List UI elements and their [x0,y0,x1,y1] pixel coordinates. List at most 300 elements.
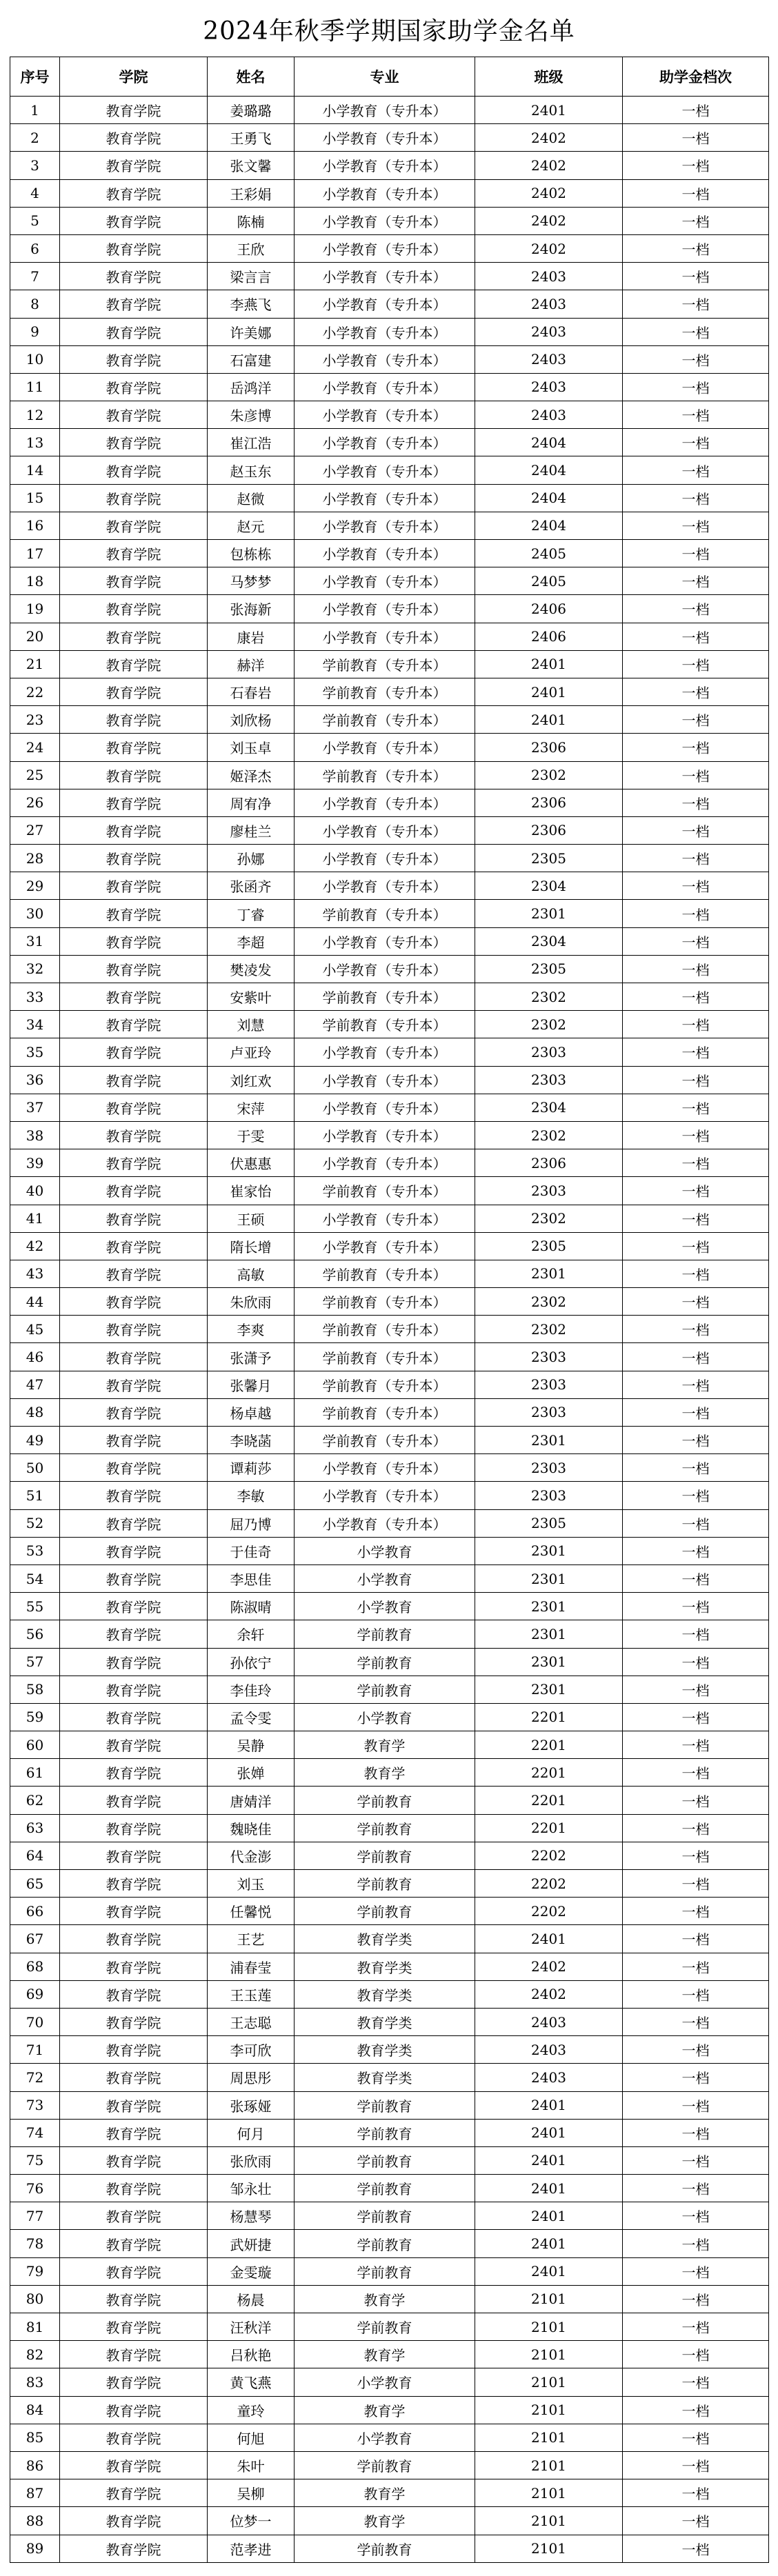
cell-name: 安紫叶 [208,983,295,1011]
table-row [10,1094,769,1121]
cell-serial: 18 [10,567,60,595]
cell-grant-level: 一档 [623,650,769,678]
cell-major: 教育学 [295,1759,475,1787]
cell-major: 小学教育（专升本） [295,734,475,761]
table-row [10,2064,769,2091]
cell-class: 2304 [475,927,623,955]
cell-class: 2401 [475,2175,623,2202]
cell-major: 学前教育 [295,1787,475,1814]
cell-major: 小学教育（专升本） [295,1232,475,1260]
table-row [10,1759,769,1787]
cell-major: 学前教育（专升本） [295,1260,475,1287]
cell-name: 樊凌发 [208,955,295,983]
cell-class: 2402 [475,124,623,152]
cell-college: 教育学院 [60,1620,208,1648]
cell-college: 教育学院 [60,595,208,623]
table-row [10,1980,769,2008]
cell-name: 陈楠 [208,207,295,234]
cell-major: 教育学类 [295,1925,475,1953]
cell-grant-level: 一档 [623,1759,769,1787]
table-row [10,2036,769,2064]
cell-class: 2101 [475,2507,623,2535]
cell-name: 李思佳 [208,1564,295,1592]
cell-college: 教育学院 [60,512,208,539]
cell-grant-level: 一档 [623,2313,769,2341]
cell-serial: 68 [10,1953,60,1980]
cell-serial: 5 [10,207,60,234]
cell-major: 教育学 [295,2479,475,2507]
cell-major: 教育学 [295,2507,475,2535]
cell-major: 学前教育（专升本） [295,1343,475,1371]
cell-name: 宋萍 [208,1094,295,1121]
cell-class: 2301 [475,1427,623,1454]
cell-grant-level: 一档 [623,540,769,567]
cell-serial: 32 [10,955,60,983]
cell-major: 小学教育（专升本） [295,263,475,290]
cell-class: 2305 [475,1232,623,1260]
table-row [10,179,769,207]
table-row [10,263,769,290]
cell-serial: 15 [10,484,60,512]
cell-major: 小学教育（专升本） [295,567,475,595]
cell-serial: 26 [10,789,60,816]
cell-class: 2101 [475,2313,623,2341]
cell-serial: 54 [10,1564,60,1592]
cell-name: 赵玉东 [208,456,295,484]
cell-grant-level: 一档 [623,1094,769,1121]
cell-name: 何月 [208,2119,295,2146]
cell-class: 2401 [475,650,623,678]
cell-grant-level: 一档 [623,845,769,872]
cell-class: 2201 [475,1703,623,1731]
cell-name: 刘玉 [208,1870,295,1898]
cell-name: 吴静 [208,1731,295,1759]
table-row [10,456,769,484]
cell-major: 小学教育（专升本） [295,872,475,900]
cell-serial: 12 [10,401,60,429]
table-row [10,401,769,429]
cell-college: 教育学院 [60,2479,208,2507]
cell-name: 李超 [208,927,295,955]
cell-class: 2303 [475,1482,623,1509]
cell-grant-level: 一档 [623,318,769,345]
cell-major: 学前教育 [295,2257,475,2285]
cell-major: 学前教育（专升本） [295,706,475,734]
header-college: 学院 [60,57,208,97]
cell-name: 孙娜 [208,845,295,872]
cell-serial: 41 [10,1205,60,1232]
cell-major: 学前教育 [295,2146,475,2174]
cell-college: 教育学院 [60,124,208,152]
cell-class: 2405 [475,567,623,595]
cell-serial: 76 [10,2175,60,2202]
cell-class: 2403 [475,290,623,318]
cell-major: 小学教育（专升本） [295,124,475,152]
cell-name: 李佳玲 [208,1676,295,1703]
cell-serial: 53 [10,1537,60,1564]
cell-grant-level: 一档 [623,623,769,650]
cell-grant-level: 一档 [623,1925,769,1953]
cell-college: 教育学院 [60,2202,208,2230]
cell-name: 石春岩 [208,678,295,705]
cell-major: 学前教育 [295,2313,475,2341]
cell-class: 2304 [475,1094,623,1121]
cell-name: 丁睿 [208,900,295,927]
table-row [10,872,769,900]
cell-college: 教育学院 [60,1814,208,1842]
cell-class: 2101 [475,2479,623,2507]
cell-serial: 55 [10,1593,60,1620]
cell-name: 孟令雯 [208,1703,295,1731]
cell-major: 小学教育（专升本） [295,512,475,539]
cell-class: 2301 [475,1537,623,1564]
cell-college: 教育学院 [60,1066,208,1094]
cell-grant-level: 一档 [623,2119,769,2146]
cell-major: 学前教育（专升本） [295,1398,475,1426]
cell-name: 张潇予 [208,1343,295,1371]
cell-serial: 75 [10,2146,60,2174]
table-row [10,2368,769,2396]
cell-name: 朱欣雨 [208,1288,295,1316]
cell-grant-level: 一档 [623,1787,769,1814]
cell-college: 教育学院 [60,1232,208,1260]
cell-major: 小学教育（专升本） [295,207,475,234]
cell-grant-level: 一档 [623,2451,769,2479]
cell-serial: 48 [10,1398,60,1426]
cell-class: 2302 [475,1121,623,1149]
table-row [10,2424,769,2451]
cell-grant-level: 一档 [623,1343,769,1371]
cell-name: 赵元 [208,512,295,539]
cell-serial: 13 [10,429,60,456]
cell-name: 张函齐 [208,872,295,900]
cell-class: 2306 [475,734,623,761]
cell-grant-level: 一档 [623,1316,769,1343]
cell-major: 小学教育（专升本） [295,152,475,179]
cell-class: 2306 [475,816,623,844]
cell-serial: 33 [10,983,60,1011]
cell-major: 教育学类 [295,1953,475,1980]
cell-major: 教育学类 [295,1980,475,2008]
cell-major: 小学教育（专升本） [295,595,475,623]
cell-serial: 73 [10,2091,60,2119]
cell-class: 2403 [475,345,623,373]
cell-college: 教育学院 [60,1509,208,1537]
cell-class: 2201 [475,1759,623,1787]
header-serial: 序号 [10,57,60,97]
cell-serial: 8 [10,290,60,318]
cell-grant-level: 一档 [623,595,769,623]
table-row [10,1509,769,1537]
cell-grant-level: 一档 [623,1814,769,1842]
cell-grant-level: 一档 [623,1205,769,1232]
cell-grant-level: 一档 [623,484,769,512]
cell-major: 学前教育 [295,1842,475,1869]
cell-grant-level: 一档 [623,1288,769,1316]
cell-grant-level: 一档 [623,345,769,373]
table-row [10,845,769,872]
cell-name: 李爽 [208,1316,295,1343]
cell-major: 小学教育（专升本） [295,927,475,955]
cell-grant-level: 一档 [623,1482,769,1509]
cell-name: 浦春莹 [208,1953,295,1980]
cell-major: 小学教育（专升本） [295,97,475,124]
table-row [10,706,769,734]
table-row [10,734,769,761]
cell-college: 教育学院 [60,2535,208,2562]
cell-class: 2303 [475,1066,623,1094]
cell-serial: 77 [10,2202,60,2230]
table-row [10,623,769,650]
cell-major: 学前教育（专升本） [295,1371,475,1398]
cell-serial: 39 [10,1149,60,1177]
cell-serial: 66 [10,1898,60,1925]
cell-name: 王勇飞 [208,124,295,152]
cell-name: 屈乃博 [208,1509,295,1537]
cell-college: 教育学院 [60,1759,208,1787]
cell-college: 教育学院 [60,1205,208,1232]
cell-college: 教育学院 [60,1121,208,1149]
cell-college: 教育学院 [60,2036,208,2064]
cell-name: 王硕 [208,1205,295,1232]
cell-college: 教育学院 [60,1787,208,1814]
cell-name: 卢亚玲 [208,1038,295,1066]
cell-serial: 17 [10,540,60,567]
document-title: 2024年秋季学期国家助学金名单 [203,17,575,46]
cell-grant-level: 一档 [623,2146,769,2174]
cell-college: 教育学院 [60,318,208,345]
cell-name: 范孝进 [208,2535,295,2562]
cell-class: 2303 [475,1177,623,1205]
table-row [10,345,769,373]
cell-serial: 52 [10,1509,60,1537]
cell-college: 教育学院 [60,290,208,318]
cell-serial: 65 [10,1870,60,1898]
cell-serial: 61 [10,1759,60,1787]
cell-grant-level: 一档 [623,512,769,539]
cell-grant-level: 一档 [623,734,769,761]
table-row [10,1371,769,1398]
cell-grant-level: 一档 [623,706,769,734]
cell-grant-level: 一档 [623,124,769,152]
cell-grant-level: 一档 [623,2064,769,2091]
table-row [10,1953,769,1980]
cell-serial: 80 [10,2285,60,2313]
cell-serial: 3 [10,152,60,179]
cell-major: 学前教育 [295,2175,475,2202]
cell-college: 教育学院 [60,1842,208,1869]
cell-college: 教育学院 [60,345,208,373]
cell-major: 小学教育（专升本） [295,540,475,567]
cell-college: 教育学院 [60,1371,208,1398]
cell-grant-level: 一档 [623,97,769,124]
table-row [10,2202,769,2230]
cell-serial: 6 [10,234,60,262]
cell-grant-level: 一档 [623,1703,769,1731]
cell-college: 教育学院 [60,152,208,179]
cell-class: 2101 [475,2341,623,2368]
cell-college: 教育学院 [60,2008,208,2035]
table-row [10,124,769,152]
cell-serial: 40 [10,1177,60,1205]
cell-class: 2403 [475,401,623,429]
cell-name: 汪秋洋 [208,2313,295,2341]
cell-major: 学前教育 [295,1620,475,1648]
cell-grant-level: 一档 [623,2257,769,2285]
cell-class: 2404 [475,456,623,484]
table-row [10,789,769,816]
cell-name: 王艺 [208,1925,295,1953]
cell-college: 教育学院 [60,2285,208,2313]
cell-serial: 37 [10,1094,60,1121]
table-row [10,1177,769,1205]
cell-serial: 88 [10,2507,60,2535]
cell-serial: 64 [10,1842,60,1869]
cell-major: 小学教育（专升本） [295,1094,475,1121]
cell-major: 小学教育（专升本） [295,484,475,512]
cell-serial: 35 [10,1038,60,1066]
cell-serial: 2 [10,124,60,152]
cell-major: 学前教育（专升本） [295,678,475,705]
cell-college: 教育学院 [60,1177,208,1205]
cell-class: 2301 [475,1260,623,1287]
table-row [10,1316,769,1343]
table-row [10,290,769,318]
table-row [10,1593,769,1620]
cell-class: 2403 [475,318,623,345]
cell-college: 教育学院 [60,2507,208,2535]
cell-name: 唐婧洋 [208,1787,295,1814]
cell-name: 金雯璇 [208,2257,295,2285]
cell-name: 张海新 [208,595,295,623]
cell-college: 教育学院 [60,1703,208,1731]
cell-name: 代金澎 [208,1842,295,1869]
cell-serial: 43 [10,1260,60,1287]
cell-grant-level: 一档 [623,429,769,456]
cell-name: 李可欣 [208,2036,295,2064]
cell-class: 2401 [475,2257,623,2285]
cell-name: 李晓菡 [208,1427,295,1454]
table-row [10,650,769,678]
table-row [10,207,769,234]
cell-name: 吴柳 [208,2479,295,2507]
cell-class: 2306 [475,1149,623,1177]
cell-serial: 72 [10,2064,60,2091]
table-row [10,2119,769,2146]
cell-serial: 42 [10,1232,60,1260]
cell-class: 2303 [475,1454,623,1482]
cell-grant-level: 一档 [623,207,769,234]
table-row [10,595,769,623]
table-row [10,2396,769,2424]
table-row [10,1288,769,1316]
cell-college: 教育学院 [60,650,208,678]
cell-college: 教育学院 [60,1454,208,1482]
cell-grant-level: 一档 [623,2230,769,2257]
cell-name: 周宥净 [208,789,295,816]
cell-major: 教育学类 [295,2064,475,2091]
cell-grant-level: 一档 [623,2175,769,2202]
cell-serial: 49 [10,1427,60,1454]
cell-major: 小学教育 [295,1564,475,1592]
cell-grant-level: 一档 [623,2368,769,2396]
cell-college: 教育学院 [60,1537,208,1564]
cell-college: 教育学院 [60,1925,208,1953]
cell-major: 学前教育（专升本） [295,900,475,927]
cell-name: 梁言言 [208,263,295,290]
cell-serial: 11 [10,373,60,401]
cell-college: 教育学院 [60,845,208,872]
cell-college: 教育学院 [60,2368,208,2396]
cell-class: 2304 [475,872,623,900]
cell-college: 教育学院 [60,1094,208,1121]
cell-college: 教育学院 [60,484,208,512]
cell-grant-level: 一档 [623,1260,769,1287]
cell-college: 教育学院 [60,1288,208,1316]
cell-class: 2401 [475,2202,623,2230]
scholarship-table [10,57,769,2563]
cell-class: 2402 [475,152,623,179]
cell-class: 2403 [475,263,623,290]
cell-major: 小学教育（专升本） [295,401,475,429]
cell-serial: 36 [10,1066,60,1094]
cell-serial: 27 [10,816,60,844]
cell-major: 小学教育 [295,2424,475,2451]
cell-serial: 84 [10,2396,60,2424]
cell-name: 刘欣杨 [208,706,295,734]
table-row [10,761,769,789]
cell-name: 余轩 [208,1620,295,1648]
cell-grant-level: 一档 [623,1953,769,1980]
cell-grant-level: 一档 [623,234,769,262]
cell-name: 周思彤 [208,2064,295,2091]
cell-class: 2405 [475,540,623,567]
table-row [10,927,769,955]
cell-college: 教育学院 [60,1564,208,1592]
cell-major: 教育学 [295,2341,475,2368]
cell-grant-level: 一档 [623,1842,769,1869]
cell-class: 2101 [475,2451,623,2479]
cell-name: 王玉莲 [208,1980,295,2008]
cell-serial: 23 [10,706,60,734]
cell-major: 学前教育 [295,2202,475,2230]
table-row [10,1066,769,1094]
cell-name: 邹永壮 [208,2175,295,2202]
cell-grant-level: 一档 [623,179,769,207]
cell-grant-level: 一档 [623,1509,769,1537]
cell-college: 教育学院 [60,2091,208,2119]
cell-major: 学前教育（专升本） [295,650,475,678]
cell-grant-level: 一档 [623,2535,769,2562]
cell-class: 2302 [475,1316,623,1343]
table-row [10,1564,769,1592]
table-row [10,2091,769,2119]
cell-name: 马梦梦 [208,567,295,595]
table-row [10,1149,769,1177]
cell-grant-level: 一档 [623,1149,769,1177]
cell-grant-level: 一档 [623,1676,769,1703]
cell-serial: 25 [10,761,60,789]
table-row [10,678,769,705]
cell-name: 张馨月 [208,1371,295,1398]
table-row [10,1676,769,1703]
cell-grant-level: 一档 [623,2396,769,2424]
cell-name: 崔家怡 [208,1177,295,1205]
cell-serial: 63 [10,1814,60,1842]
table-row [10,1398,769,1426]
table-row [10,1232,769,1260]
cell-grant-level: 一档 [623,1371,769,1398]
